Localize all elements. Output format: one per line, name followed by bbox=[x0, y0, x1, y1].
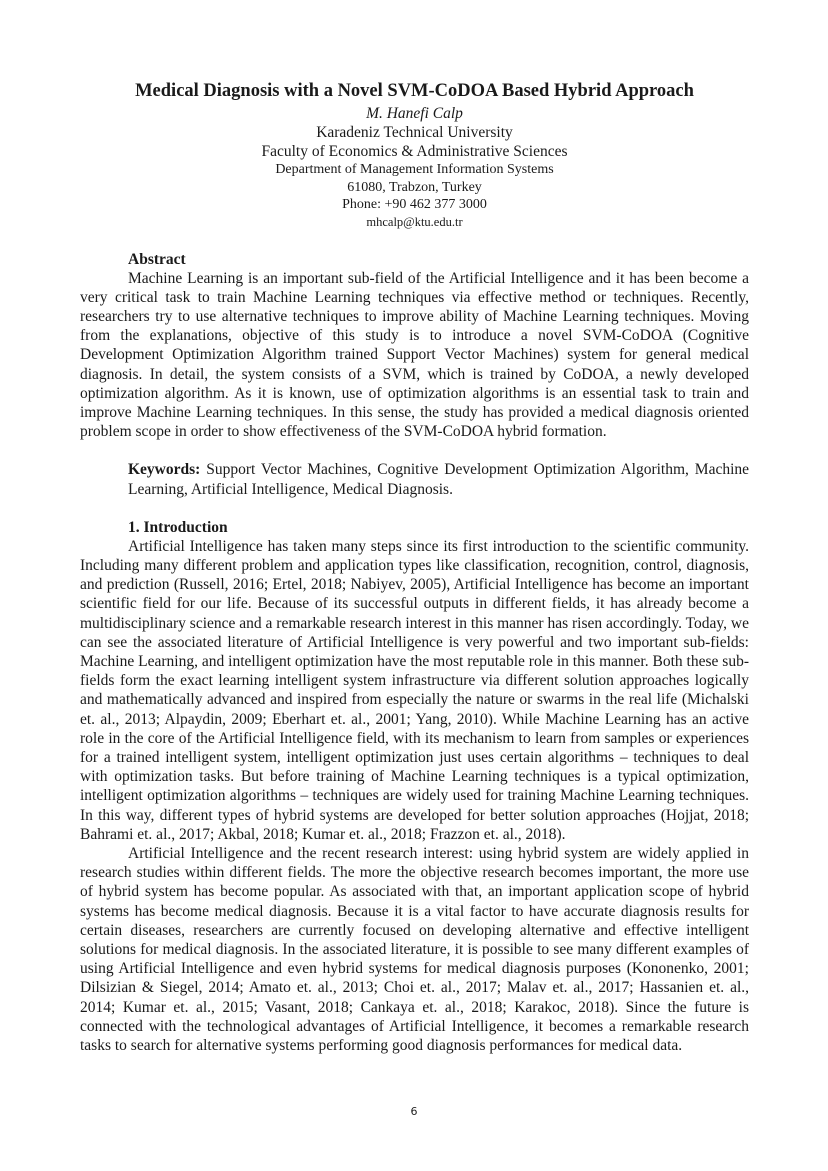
introduction-paragraph-2: Artificial Intelligence and the recent research interest: using hybrid system are widely applied in research studies within different fields. The more the objective research becomes important, the more use of hybrid system has become popular. As associated with that, an important application scope of hybrid systems has become medical diagnosis. Because it is a vital factor to have accurate diagnosis results for certain diseases, researchers are currently focused on developing alternative and effective intelligent solutions for medical diagnosis. In the associated literature, it is possible to see many different examples of using Artificial Intelligence and even hybrid systems for medical diagnosis purposes (Kononenko, 2001; Dilsizian & Siegel, 2014; Amato et. al., 2013; Choi et. al., 2017; Malav et. al., 2017; Hassanien et. al., 2014; Kumar et. al., 2015; Vasant, 2018; Cankaya et. al., 2018; Karakoc, 2018). Since the future is connected with the technological advantages of Artificial Intelligence, it becomes a remarkable research tasks to search for alternative systems performing good diagnosis performances for medical data. bbox=[80, 844, 749, 1055]
keywords-label: Keywords: bbox=[128, 461, 201, 479]
keywords-text: Support Vector Machines, Cognitive Development Optimization Algorithm, Machine Learning, Artificial Intelligence, Medical Diagnosis. bbox=[128, 461, 750, 498]
abstract-heading: Abstract bbox=[128, 250, 186, 268]
paper-title: Medical Diagnosis with a Novel SVM-CoDOA Based Hybrid Approach bbox=[135, 81, 694, 101]
email-address: mhcalp@ktu.edu.tr bbox=[366, 214, 463, 229]
phone-number: Phone: +90 462 377 3000 bbox=[342, 197, 487, 212]
faculty-name: Faculty of Economics & Administrative Sciences bbox=[261, 143, 568, 160]
abstract-section bbox=[80, 250, 749, 442]
introduction-paragraph-1: Artificial Intelligence has taken many steps since its first introduction to the scientific community. Including many different problem and application types like classification, recognition, control, diagnosis, and prediction (Russell, 2016; Ertel, 2018; Nabiyev, 2005), Artificial Intelligence has become an important scientific field for our life. Because of its successful outputs in different fields, it has already become a multidisciplinary science and a remarkable research interest in this manner has risen accordingly. Today, we can see the associated literature of Artificial Intelligence is very powerful and two important sub-fields: Machine Learning, and intelligent optimization have the most reputable role in this manner. Both these sub-fields form the exact learning intelligent system infrastructure via different solution approaches logically and mathematically advanced and inspired from especially the nature or swarms in the real life (Michalski et. al., 2013; Alpaydin, 2009; Eberhart et. al., 2001; Yang, 2010). While Machine Learning has an active role in the core of the Artificial Intelligence field, with its mechanism to learn from samples or experiences for a trained intelligent system, intelligent optimization just uses certain algorithms – techniques to deal with optimization tasks. But before training of Machine Learning techniques is a typical optimization, intelligent optimization algorithms – techniques are widely used for training Machine Learning techniques. In this way, different types of hybrid systems are developed for better solution approaches (Hojjat, 2018; Bahrami et. al., 2017; Akbal, 2018; Kumar et. al., 2018; Frazzon et. al., 2018). bbox=[80, 537, 749, 843]
postal-address: 61080, Trabzon, Turkey bbox=[347, 179, 482, 195]
paper-page bbox=[80, 80, 749, 1055]
page-number: 6 bbox=[410, 1105, 418, 1118]
department-name: Department of Management Information Systems bbox=[275, 162, 554, 177]
abstract-text: Machine Learning is an important sub-field of the Artificial Intelligence and it has been become a very critical task to train Machine Learning techniques via effective method or techniques. Recently, researchers try to use alternative techniques to improve ability of Machine Learning techniques. Moving from the explanations, objective of this study is to introduce a novel SVM-CoDOA (Cognitive Development Optimization Algorithm trained Support Vector Machines) system for general medical diagnosis. In detail, the system consists of a SVM, which is trained by CoDOA, a newly developed optimization algorithm. As it is known, use of optimization algorithms is an essential task to train and improve Machine Learning techniques. In this sense, the study has provided a medical diagnosis oriented problem scope in order to show effectiveness of the SVM-CoDOA hybrid formation. bbox=[80, 269, 749, 441]
university-name: Karadeniz Technical University bbox=[316, 124, 513, 141]
keywords-block bbox=[80, 460, 749, 498]
introduction-heading: 1. Introduction bbox=[128, 518, 228, 536]
introduction-section bbox=[80, 518, 749, 1055]
author-name: M. Hanefi Calp bbox=[366, 105, 463, 122]
